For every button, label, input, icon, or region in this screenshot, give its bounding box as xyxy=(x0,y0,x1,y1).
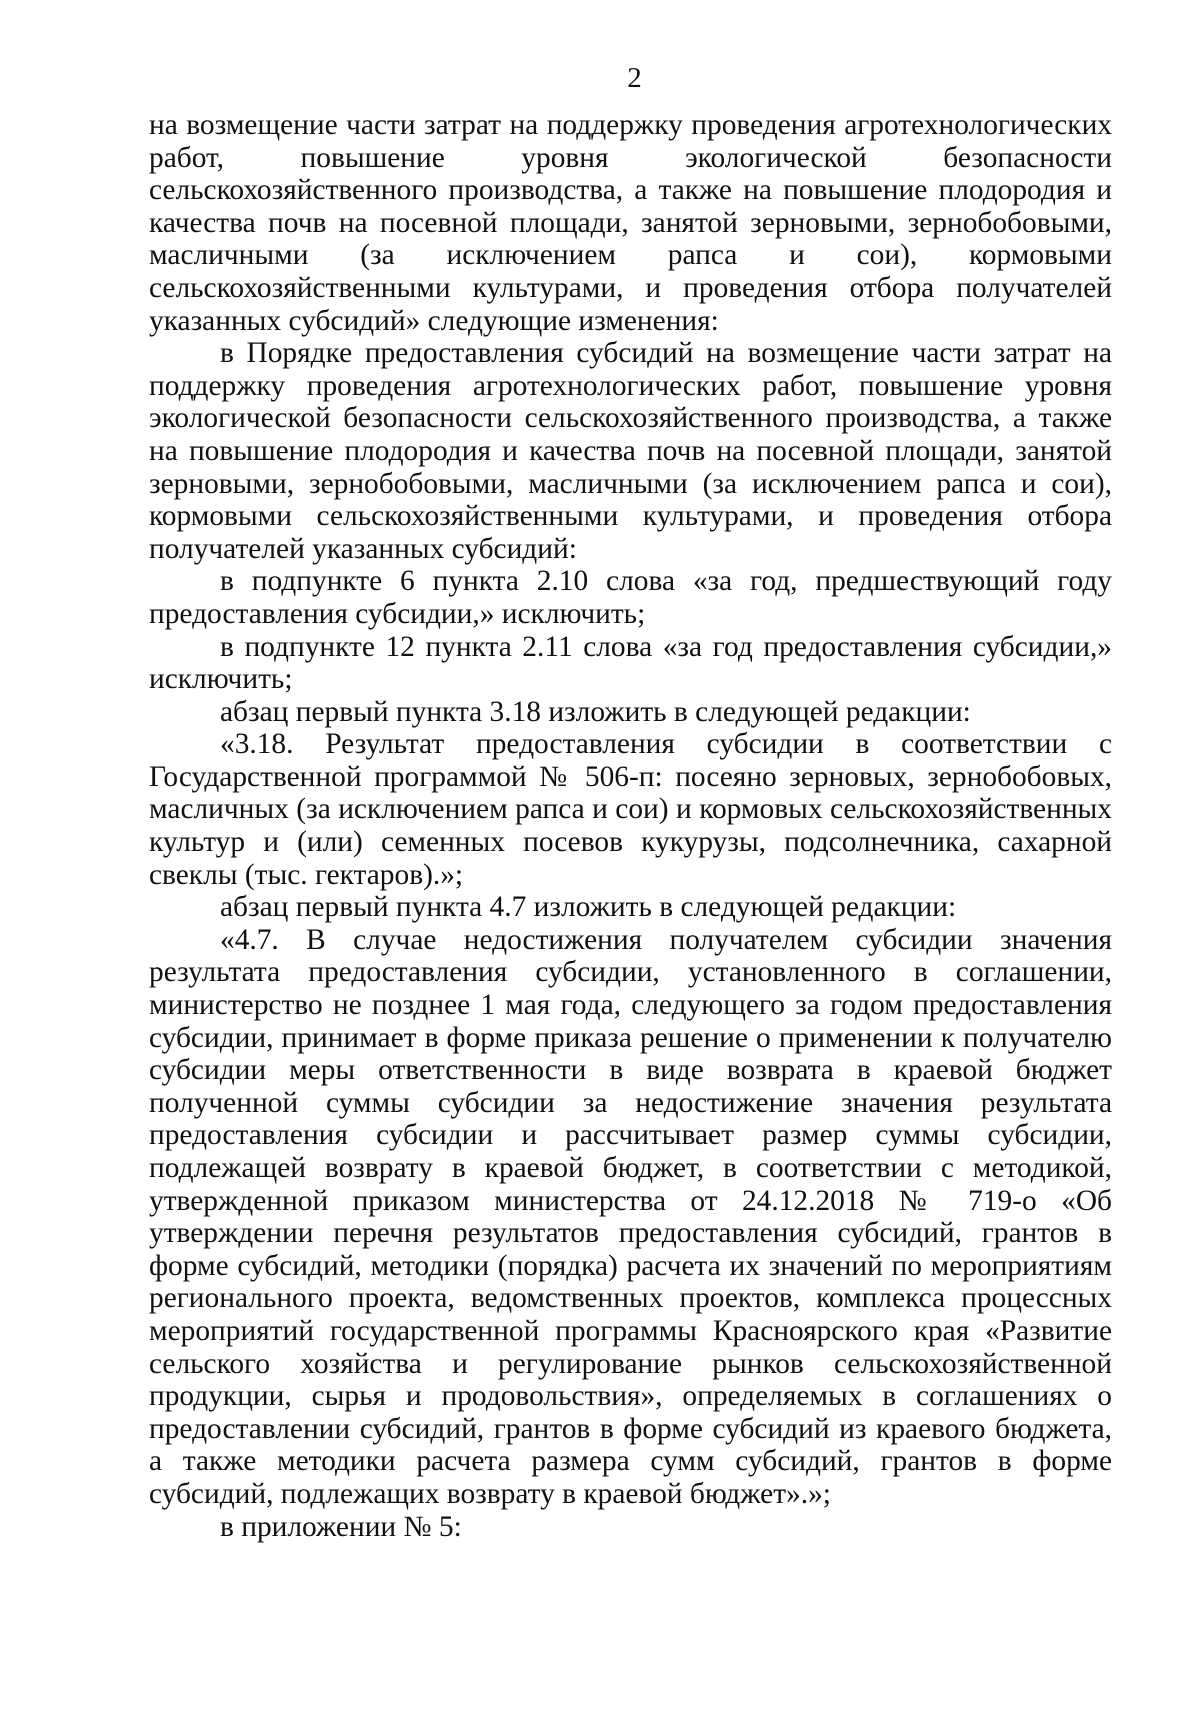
paragraph-clause-3-18-instruction: абзац первый пункта 3.18 изложить в следующей редакции: xyxy=(220,695,971,728)
paragraph-clause-4-7-instruction: абзац первый пункта 4.7 изложить в следующей редакции: xyxy=(220,891,957,924)
page-number: 2 xyxy=(627,62,642,94)
paragraph-clause-4-7-text: «4.7. В случае недостижения получателем субсидии значения результата предоставления субсидии, установленного в соглашении, министерство не позднее 1 мая года, следующего за годом предоставления субсидии, принимает в форме приказа решение о применении к получателю субсидии меры ответственности в виде возврата в краевой бюджет полученной суммы субсидии за недостижение значения результата предоставления субсидии и рассчитывает размер суммы субсидии, подлежащей возврату в краевой бюджет, в соответствии с методикой, утвержденной приказом министерства от 24.12.2018 № 719-о «Об утверждении перечня результатов предоставления субсидий, грантов в форме субсидий, методики (порядка) расчета их значений по мероприятиям регионального проекта, ведомственных проектов, комплекса процессных мероприятий государственной программы Красноярского края «Развитие сельского хозяйства и регулирование рынков сельскохозяйственной продукции, сырья и продовольствия», определяемых в соглашениях о предоставлении субсидий, грантов в форме субсидий из краевого бюджета, а также методики расчета размера сумм субсидий, грантов в форме субсидий, подлежащих возврату в краевой бюджет».»; xyxy=(149,923,1112,1510)
paragraph-subclause-2-10: в подпункте 6 пункта 2.10 слова «за год, предшествующий году предоставления субсидии,» исключить; xyxy=(149,565,1112,630)
paragraph-continuation: на возмещение части затрат на поддержку проведения агротехнологических работ, повышение уровня экологической безопасности сельскохозяйственного производства, а также на повышение плодородия и качества почв на посевной площади, занятой зерновыми, зернобобовыми, масличными (за исключением рапса и сои), кормовыми сельскохозяйственными культурами, и проведения отбора получателей указанных субсидий» следующие изменения: xyxy=(149,109,1112,337)
paragraph-clause-3-18-text: «3.18. Результат предоставления субсидии в соответствии с Государственной программой № 506-п: посеяно зерновых, зернобобовых, масличных (за исключением рапса и сои) и кормовых сельскохозяйственных культур и (или) семенных посевов кукурузы, подсолнечника, сахарной свеклы (тыс. гектаров).»; xyxy=(149,728,1112,891)
paragraph-subclause-2-11: в подпункте 12 пункта 2.11 слова «за год предоставления субсидии,» исключить; xyxy=(149,630,1112,696)
paragraph-appendix-5: в приложении № 5: xyxy=(220,1510,462,1543)
paragraph-procedure-intro: в Порядке предоставления субсидий на возмещение части затрат на поддержку проведения агротехнологических работ, повышение уровня экологической безопасности сельскохозяйственного производства, а также на повышение плодородия и качества почв на посевной площади, занятой зерновыми, зернобобовыми, масличными (за исключением рапса и сои), кормовыми сельскохозяйственными культурами, и проведения отбора получателей указанных субсидий: xyxy=(149,337,1112,565)
document-body xyxy=(149,109,1112,1543)
